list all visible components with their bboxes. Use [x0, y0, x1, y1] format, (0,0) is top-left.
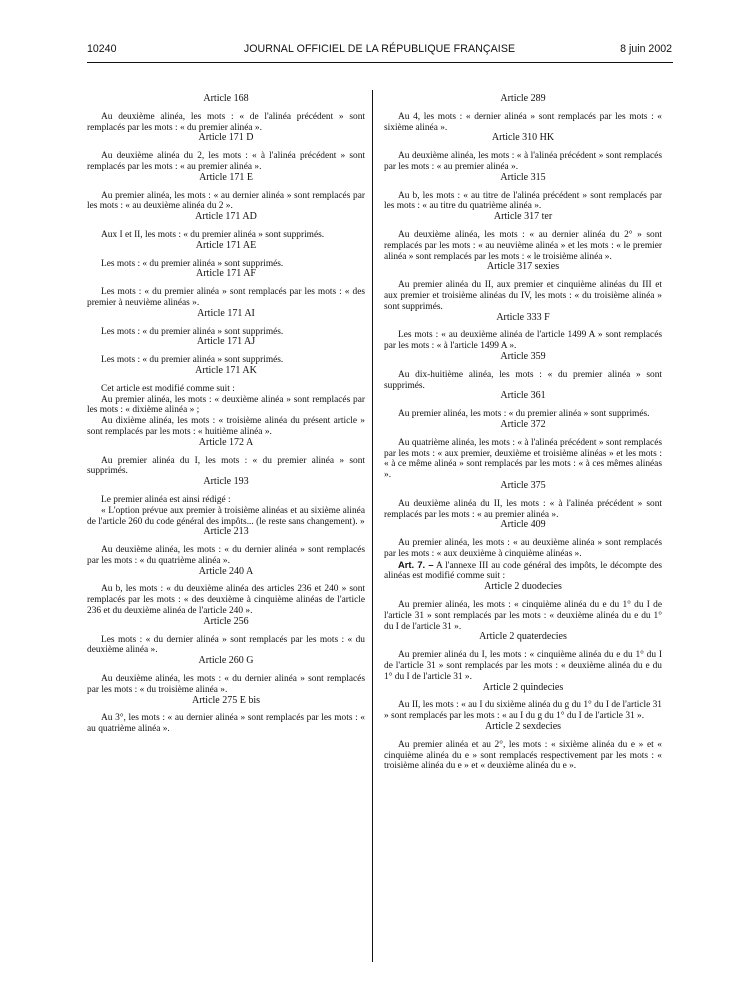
- article-title: Article 240 A: [198, 565, 254, 577]
- article-title: Article 359: [500, 350, 546, 362]
- article-block: [384, 212, 662, 262]
- article-title: Article 213: [203, 526, 249, 538]
- article-block: [87, 133, 365, 172]
- article-block: [384, 722, 662, 772]
- article-block: [384, 683, 662, 722]
- article-title: Article 171 AF: [196, 268, 256, 280]
- page-header: [87, 40, 672, 58]
- article-paragraph: Au premier alinéa du I, les mots : « du premier alinéa » sont supprimés.: [87, 455, 365, 477]
- article-title: Article 372: [500, 418, 546, 430]
- article-paragraph: Les mots : « du premier alinéa » sont supprimés.: [101, 326, 284, 337]
- article-paragraph: Au deuxième alinéa du 2, les mots : « à l'alinéa précédent » sont remplacés par les mots : « au premier alinéa ».: [87, 151, 365, 172]
- article-paragraph: Au b, les mots : « du deuxième alinéa des articles 236 et 240 » sont remplacés par les mots : « des deuxième à cinquième alinéas de l'article 236 et du deuxième alinéa de l'article 240 ».: [87, 584, 365, 617]
- article-title: Article 317 ter: [493, 211, 553, 223]
- art7-paragraph: [384, 560, 662, 583]
- journal-title: JOURNAL OFFICIEL DE LA RÉPUBLIQUE FRANÇAISE: [243, 43, 516, 55]
- article-block: [384, 520, 662, 582]
- article-block: [384, 133, 662, 172]
- article-block: [87, 477, 365, 527]
- article-paragraph: Au premier alinéa, les mots : « au deuxième alinéa » sont remplacés par les mots : « aux deuxième à cinquième alinéas ».: [384, 538, 662, 559]
- article-paragraph: Au 3°, les mots : « au dernier alinéa » sont remplacés par les mots : « au quatrième alinéa ».: [87, 713, 365, 735]
- article-block: [87, 94, 365, 133]
- article-paragraph: Au b, les mots : « au titre de l'alinéa précédent » sont remplacés par les mots : « au titre du quatrième alinéa ».: [384, 190, 662, 212]
- article-title: Article 171 AD: [195, 211, 257, 223]
- article-title: Article 333 F: [496, 311, 550, 323]
- article-title: Article 2 duodecies: [484, 581, 562, 593]
- article-paragraph: Au dixième alinéa, les mots : « troisième alinéa du présent article » sont remplacés par les mots : « huitième alinéa ».: [87, 416, 365, 437]
- article-paragraph: Le premier alinéa est ainsi rédigé :: [101, 494, 231, 505]
- article-title: Article 171 AE: [195, 239, 257, 251]
- article-block: [87, 337, 365, 366]
- article-paragraph: Au deuxième alinéa, les mots : « au dernier alinéa du 2° » sont remplacés par les mots : « au neuvième alinéa » et les mots : « le premier alinéa » sont remplacés par les mots : « le troisième alinéa ».: [384, 229, 662, 262]
- article-paragraph: Au premier alinéa, les mots : « deuxième alinéa » sont remplacés par les mots : « dixième alinéa » ;: [87, 394, 365, 416]
- article-title: Article 172 A: [198, 436, 254, 448]
- article-paragraph: Au deuxième alinéa, les mots : « du dernier alinéa » sont remplacés par les mots : « du quatrième alinéa ».: [87, 545, 365, 566]
- article-paragraph: Au quatrième alinéa, les mots : « à l'alinéa précédent » sont remplacés par les mots : « aux premier, deuxième et troisième alinéas » et les mots : « à ce même alinéa » sont remplacés par les mots : « à ces mêmes alinéas ».: [384, 437, 662, 481]
- article-paragraph: Aux I et II, les mots : « du premier alinéa » sont supprimés.: [101, 229, 325, 240]
- article-title: Article 171 AK: [195, 364, 257, 376]
- article-title: Article 2 quaterdecies: [479, 631, 567, 643]
- art7-text: A l'annexe III au code général des impôts, le décompte des alinéas est modifié comme suit :: [384, 560, 662, 582]
- article-paragraph: Les mots : « du premier alinéa » sont remplacés par les mots : « des premier à neuvième alinéas ».: [87, 287, 365, 308]
- article-paragraph: Les mots : « du premier alinéa » sont supprimés.: [101, 258, 284, 269]
- article-title: Article 2 quindecies: [482, 681, 564, 693]
- article-title: Article 275 E bis: [191, 694, 261, 706]
- article-paragraph: Au premier alinéa du I, les mots : « cinquième alinéa du e du 1° du I de l'article 31 » sont remplacés par les mots : « deuxième alinéa du e du 1° du I de l'article 31 ».: [384, 650, 662, 682]
- art7-label: Art. 7. –: [398, 558, 434, 570]
- article-title: Article 375: [500, 479, 546, 491]
- article-block: [87, 617, 365, 656]
- article-paragraph: Les mots : « du premier alinéa » sont supprimés.: [101, 355, 284, 366]
- article-paragraph: Au premier alinéa, les mots : « au dernier alinéa » sont remplacés par les mots : « au deuxième alinéa du 2 ».: [87, 190, 365, 212]
- article-block: [384, 582, 662, 632]
- article-block: [384, 313, 662, 352]
- article-title: Article 171 E: [199, 171, 253, 183]
- article-block: [87, 527, 365, 566]
- article-paragraph: Au deuxième alinéa, les mots : « du dernier alinéa » sont remplacés par les mots : « du troisième alinéa ».: [87, 674, 365, 695]
- article-title: Article 289: [500, 93, 546, 104]
- article-title: Article 171 AI: [197, 307, 255, 319]
- article-block: [87, 269, 365, 308]
- article-paragraph: Au deuxième alinéa du II, les mots : « à l'alinéa précédent » sont remplacés par les mots : « au premier alinéa ».: [384, 498, 662, 520]
- article-paragraph: Les mots : « au deuxième alinéa de l'article 1499 A » sont remplacés par les mots : « à l'article 1499 A ».: [384, 330, 662, 352]
- article-paragraph: Au premier alinéa, les mots : « du premier alinéa » sont supprimés.: [398, 409, 650, 420]
- article-block: [384, 94, 662, 133]
- article-paragraph: Les mots : « du dernier alinéa » sont remplacés par les mots : « du deuxième alinéa ».: [87, 634, 365, 656]
- article-title: Article 256: [203, 615, 249, 627]
- article-block: [87, 173, 365, 212]
- publication-date: 8 juin 2002: [620, 43, 672, 55]
- article-block: [384, 420, 662, 481]
- article-block: [87, 366, 365, 438]
- article-title: Article 168: [203, 93, 249, 104]
- article-block: [384, 173, 662, 212]
- article-block: [87, 241, 365, 270]
- left-column: [87, 94, 365, 735]
- article-title: Article 171 D: [198, 132, 254, 144]
- column-divider: [372, 90, 373, 962]
- article-title: Article 193: [203, 476, 249, 488]
- article-title: Article 171 AJ: [196, 336, 256, 348]
- right-column: [384, 94, 662, 772]
- article-block: [384, 391, 662, 420]
- article-block: [87, 696, 365, 735]
- article-block: [87, 309, 365, 338]
- article-block: [87, 567, 365, 617]
- article-block: [384, 262, 662, 312]
- article-title: Article 317 sexies: [486, 261, 560, 273]
- article-paragraph: Au II, les mots : « au I du sixième alinéa du g du 1° du I de l'article 31 » sont remplacés par les mots : « au I du g du 1° du I de l'article 31 ».: [384, 700, 662, 722]
- article-block: [384, 632, 662, 682]
- article-block: [87, 656, 365, 695]
- article-title: Article 409: [500, 519, 546, 531]
- article-title: Article 310 HK: [491, 132, 555, 144]
- article-paragraph: Cet article est modifié comme suit :: [101, 383, 235, 394]
- article-title: Article 260 G: [198, 655, 254, 667]
- header-rule: [87, 62, 673, 63]
- article-title: Article 2 sexdecies: [484, 721, 562, 733]
- article-title: Article 361: [500, 390, 546, 402]
- article-paragraph: Au deuxième alinéa, les mots : « de l'alinéa précédent » sont remplacés par les mots : « du premier alinéa ».: [87, 111, 365, 133]
- article-block: [87, 438, 365, 477]
- article-paragraph: Au premier alinéa, les mots : « cinquième alinéa du e du 1° du I de l'article 31 » sont remplacés par les mots : « deuxième alinéa du e du 1° du I de l'article 31 ».: [384, 600, 662, 632]
- article-block: [384, 352, 662, 391]
- article-paragraph: « L'option prévue aux premier à troisième alinéas et au sixième alinéa de l'article 260 du code général des impôts... (le reste sans changement). »: [87, 505, 365, 527]
- article-paragraph: Au premier alinéa du II, aux premier et cinquième alinéas du III et aux premier et troisième alinéas du IV, les mots : « du troisième alinéa » sont supprimés.: [384, 280, 662, 312]
- page-number: 10240: [87, 43, 117, 55]
- article-paragraph: Au deuxième alinéa, les mots : « à l'alinéa précédent » sont remplacés par les mots : « au premier alinéa ».: [384, 151, 662, 172]
- article-paragraph: Au premier alinéa et au 2°, les mots : « sixième alinéa du e » et « cinquième alinéa du e » sont remplacés respectivement par les mots : « troisième alinéa du e » et « deuxième alinéa du e ».: [384, 739, 662, 772]
- article-paragraph: Au 4, les mots : « dernier alinéa » sont remplacés par les mots : « sixième alinéa ».: [384, 111, 662, 133]
- article-block: [384, 481, 662, 520]
- article-title: Article 315: [500, 171, 546, 183]
- article-paragraph: Au dix-huitième alinéa, les mots : « du premier alinéa » sont supprimés.: [384, 369, 662, 391]
- article-block: [87, 212, 365, 241]
